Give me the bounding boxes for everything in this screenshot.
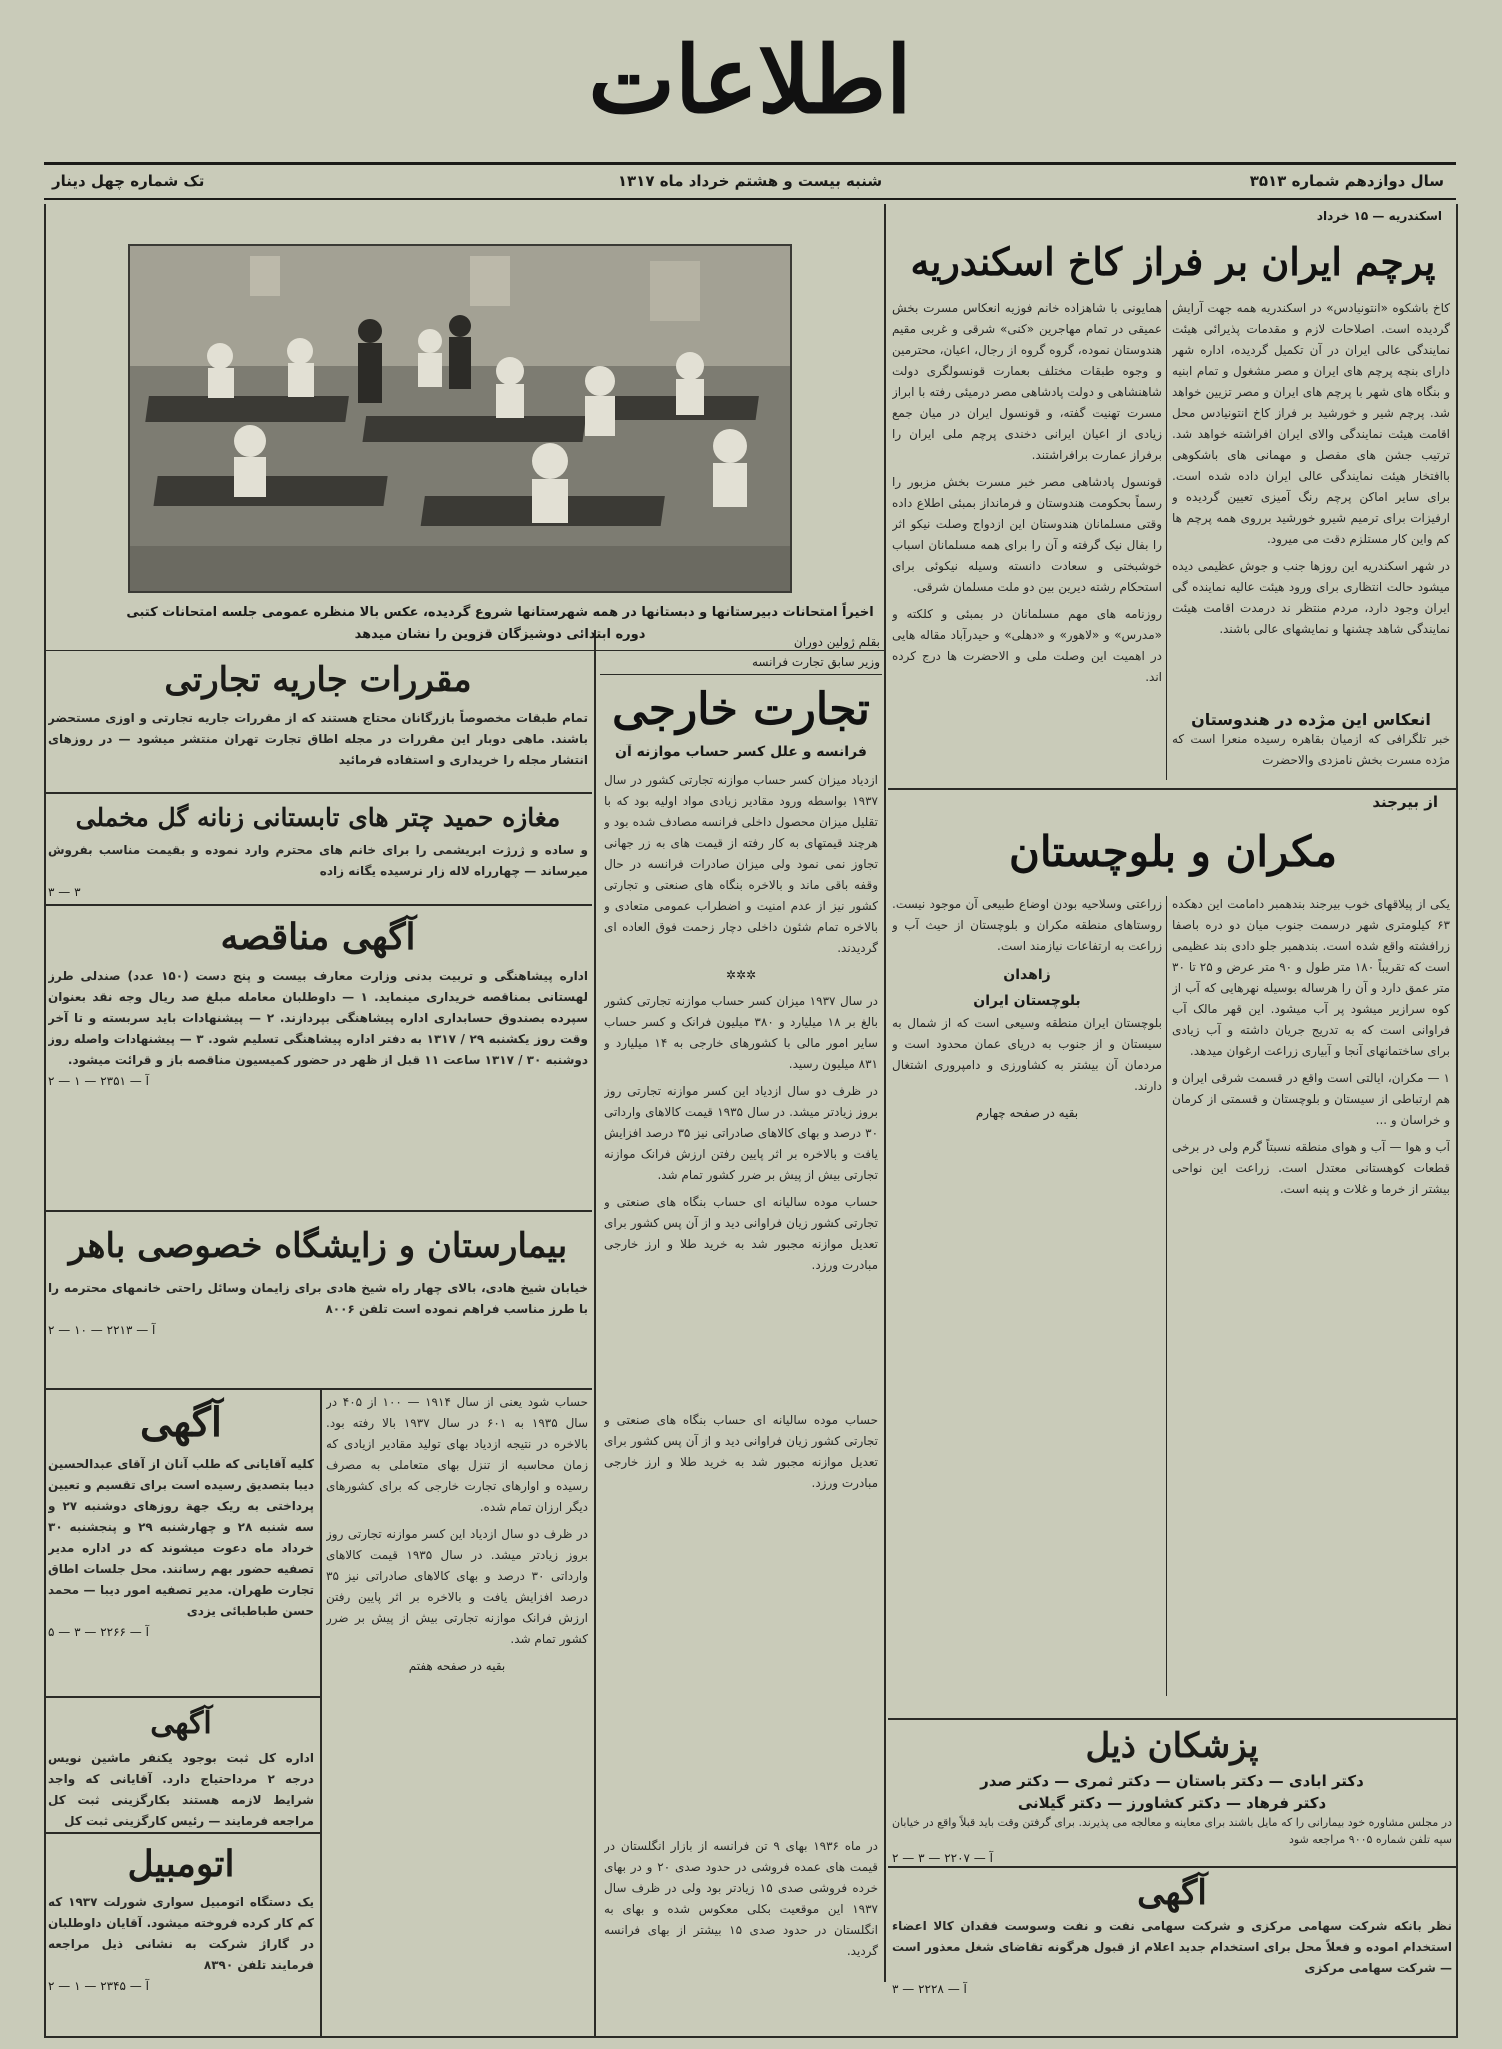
- ad-creditors: [48, 1392, 314, 1692]
- article-foreign-trade-part4: [326, 1392, 588, 2032]
- masthead-title: اطلاعات: [588, 26, 912, 134]
- ad-physicians-title: پزشکان ذیل: [1085, 1726, 1259, 1766]
- article-paragraph: همایونی با شاهزاده خانم فوزیه انعکاس مسرت بخش عمیقی در تمام مهاجرین «کنی» شرقی و غربی مقیم هندوستان نموده، گروه گروه از رجال، اعیان، محترمین و وجوه طبقات مختلف بعمارت قونسولگری دولت شاهنشاهی و دولت پادشاهی مصر درمیئی رفته با ابراز مسرت تهنیت گفته، و قونسول ایران در میان جمع زیادی از اعیان ایرانی دخندی پرچم ملی ایران را برفراز عمارت برافراشتند.: [892, 301, 1162, 462]
- article-paragraph: ۱ — مکران، ایالتی است واقع در قسمت شرقی ایران و هم ارتباطی از سیستان و بلوچستان و قسمتی از کرمان و خراسان و ...: [1172, 1071, 1450, 1127]
- article-paragraph: در شهر اسکندریه این روزها جنب و جوش عظیمی دیده میشود حالت انتظاری برای ورود هیئت عالیه نماینده گی ایران وجود دارد، مردم منتظر ند درمدت اقامت هیئت نمایندگی شاهد چشنها و نمایشهای عالی باشند.: [1172, 559, 1450, 636]
- byline-title: وزیر سابق تجارت فرانسه: [751, 655, 880, 669]
- article-paragraph: حساب شود یعنی از سال ۱۹۱۴ — ۱۰۰ از ۴۰۵ در سال ۱۹۳۵ به ۶۰۱ در سال ۱۹۳۷ بالا رفته بود. بالاخره در نتیجه ازدیاد بهای تولید مقادیر ازیادی که زمان محاسبه از تنزل بهای متعاملی به مصرف رسیده و اوارهای تجارت خارجی که برای کشورهای دیگر ارزان تمام شده.: [326, 1395, 588, 1514]
- article-paragraph: در ظرف دو سال ازدیاد این کسر موازنه تجارتی روز بروز زیادتر میشد. در سال ۱۹۳۵ قیمت کالاهای وارداتی ۳۰ درصد و بهای کالاهای صادراتی نیز ۳۵ درصد افزایش یافت و بالاخره بر اثر پایین رفتن ارزش فرانک موازنه تجارتی بیش از پیش بر ضرر کشور تمام شد.: [604, 1084, 878, 1182]
- exam-photo: [128, 244, 792, 593]
- headline-makran: مکران و بلوچستان: [1009, 827, 1337, 876]
- ad-code: آ — ۲۲۲۸ — ۳: [892, 1982, 967, 1996]
- inner-divider: [1166, 300, 1167, 780]
- inner-divider: [1166, 896, 1167, 1696]
- continued-note: بقیه در صفحه چهارم: [975, 1106, 1079, 1120]
- section-rule: [888, 788, 1458, 790]
- article-india-sub: [1172, 710, 1450, 780]
- subhead-iran-baluchistan: بلوچستان ایران: [973, 993, 1081, 1009]
- article-paragraph: حساب موده سالیانه ای حساب بنگاه های صنعتی و تجارتی کشور زیان فراوانی دید و از آن پس کشور برای تعدیل موازنه مجبور شد به خرید طلا و ارز خارجی مبادرت ورزد.: [604, 1413, 878, 1490]
- ad-automobile: [48, 1836, 314, 2032]
- subhead-india: انعکاس این مژده در هندوستان: [1191, 710, 1431, 729]
- page-border-left: [44, 204, 46, 2038]
- ad-automobile-text: یک دستگاه اتومبیل سواری شورلت ۱۹۳۷ که کم کار کرده فروخته میشود. آقایان داوطلبان در گاراژ شرکت به نشانی ذیل مراجعه فرمایند تلفن ۸۳۹۰: [48, 1895, 314, 1972]
- article-makran-part1: [1172, 894, 1450, 1714]
- header-top-rule: [44, 162, 1456, 165]
- article-makran-part2: [892, 894, 1162, 1714]
- ad-trade-regulations-text: تمام طبقات مخصوصاً بازرگانان محتاج هستند که از مقررات جاریه تجارتی و اوزی مستحضر باشند. ماهی دوبار این مقررات در مجله اطاق تجارت تهران منتشر میشود — در روزهای انتشار مجله را خریداری و استفاده فرمائید: [48, 711, 588, 767]
- article-foreign-trade-part1: [604, 770, 878, 1410]
- column-divider-right: [884, 204, 886, 1982]
- ad-automobile-title: اتومبیل: [127, 1843, 235, 1885]
- article-paragraph: در سال ۱۹۳۷ میزان کسر حساب موازنه تجارتی کشور بالغ بر ۱۸ میلیارد و ۳۸۰ میلیون فرانک و کسر حساب سایر امور مالی با کشورهای خارجی به ۱۴ میلیارد و ۸۳۱ میلیون رسید.: [604, 994, 878, 1071]
- article-paragraph: خبر تلگرافی که ازمیان بقاهره رسیده منعرا است که مژده مسرت بخش نامزدی والاحضرت: [1172, 732, 1450, 767]
- article-paragraph: حساب موده سالیانه ای حساب بنگاه های صنعتی و تجارتی کشور زیان فراوانی دید و از آن پس کشور برای تعدیل موازنه مجبور شد به خرید طلا و ارز خارجی مبادرت ورزد.: [604, 1195, 878, 1272]
- continued-note: بقیه در صفحه هفتم: [408, 1659, 506, 1673]
- ad-creditors-text: کلیه آقایانی که طلب آنان از آقای عبدالحسین دیبا بتصدیق رسیده است برای تقسیم و تعیین پرداختی به ریک جهة روزهای دوشنبه ۲۷ و سه شنبه ۲۸ و چهارشنبه ۲۹ و پنجشنبه ۳۰ خرداد ماه دعوت میشوند که در اداره مدیر تصفیه حضور بهم رسانند. محل جلسات اطاق تجارت طهران. مدیر تصفیه امور دیبا — محمد حسن طباطبائی یزدی: [48, 1457, 314, 1618]
- exam-photo-image: [130, 246, 790, 591]
- ad-company-title: آگهی: [1137, 1873, 1207, 1913]
- ad-code: ۳ — ۳: [48, 885, 81, 899]
- byline-author: بقلم ژولین دوران: [793, 635, 880, 649]
- ad-umbrellas: [48, 796, 588, 902]
- physician-names-1: دکتر ابادی — دکتر باستان — دکتر ثمری — دکتر صدر: [980, 1772, 1364, 1790]
- article-paragraph: بلوچستان ایران منطقه وسیعی است که از شمال به سیستان و از جنوب به دریای عمان محدود است و مردمان آن بیشتر به کشاورزی و دامپروری اشتغال دارند.: [892, 1016, 1162, 1093]
- subhead-foreign-trade: فرانسه و علل کسر حساب موازنه آن: [615, 744, 867, 760]
- issue-price: تک شماره چهل دینار: [52, 172, 205, 190]
- ad-company: [892, 1870, 1452, 2020]
- photo-caption-line2: دوره ابتدائی دوشیزگان قزوین را نشان میدهد: [354, 627, 646, 642]
- article-paragraph: قونسول پادشاهی مصر خبر مسرت بخش مزبور را رسماً بحکومت هندوستان و فرمانداز بمبئی اطلاع داده وقتی مسلمانان هندوستان این ازدواج وصلت نیکو اثر را بفال نیک گرفته و آن را برای همه مسلمانان اسباب خوشبختی و سعادت دانسته وسیله نیکوئی برای استحکام رشته دیرین بین دو ملت مسلمان شرقی.: [892, 475, 1162, 594]
- article-paragraph: ازدیاد میزان کسر حساب موازنه تجارتی کشور در سال ۱۹۳۷ بواسطه ورود مقادیر زیادی مواد اولیه بود که با تقلیل میزان محصول داخلی فرانسه مصادف شده بود و هرچند قیمتهای به کار رفته از قیمت های به زر جهانی تجاوز نمی نمود ولی میزان صادرات فرانسه در حال وقفه باقی ماند و بالاخره بنگاه های صنعتی و تجارتی کشور نیز از عدم امنیت و اضطراب عمومی متعادی و بالاخره تمام شئون داخلی دچار زحمت فوق العاده ای گردیدند.: [604, 773, 878, 955]
- article-paragraph: آب و هوا — آب و هوای منطقه نسبتاً گرم ولی در برخی قطعات کوهستانی معتدل است. زراعت این نواحی بیشتر از خرما و غلات و پنبه است.: [1172, 1140, 1450, 1196]
- ad-company-text: نظر بانکه شرکت سهامی مرکزی و شرکت سهامی نفت و نفت وسوست فقدان کالا اعضاء استخدام اموده و فعلاً محل برای استخدام جدید اعلام از قبول هرگونه تقاضای شغل معذور است — شرکت سهامی مرکزی: [892, 1919, 1452, 1975]
- ad-code: آ — ۲۲۰۷ — ۳ — ۲: [892, 1851, 993, 1862]
- ad-code: آ — ۲۳۵۱ — ۱ — ۲: [48, 1074, 149, 1088]
- ad-rule: [44, 904, 592, 906]
- ad-code: آ — ۲۲۱۳ — ۱۰ — ۲: [48, 1323, 156, 1337]
- article-foreign-trade-part3: [604, 1836, 878, 2026]
- ad-rule: [44, 1210, 592, 1212]
- article-paragraph: یکی از پیلاقهای خوب بیرجند بندهمبر دامامت این دهکده ۶۳ کیلومتری شهر درسمت جنوب میان دو دره باصفا زرافشته واقع شده است. بندهمبر جلو دادی بند عظیمی است که تقریباً ۱۸۰ متر طول و ۹۰ متر عرض و ۲۵ تا ۳۰ متر عمق دارد و آن را هرساله بوسیله نهرهایی که آب از کوه سرازیر میشود پر آب میشود. این قهر مالک آب فراوانی است که به تدریج جریان داشته و آب زیادی برای ساختمانهای آنجا و آبیاری زراعت ارغوان میدهد.: [1172, 897, 1450, 1058]
- column-divider-left: [320, 1390, 322, 2038]
- page-border-bottom: [44, 2036, 1458, 2038]
- byline-rule: [600, 674, 882, 675]
- ad-hospital-title: بیمارستان و زایشگاه خصوصی باهر: [68, 1226, 568, 1266]
- article-paragraph: در ظرف دو سال ازدیاد این کسر موازنه تجارتی روز بروز زیادتر میشد. در سال ۱۹۳۵ قیمت کالاهای وارداتی ۳۰ درصد و بهای کالاهای صادراتی نیز ۳۵ درصد افزایش یافت و بالاخره بر اثر پایین رفتن ارزش فرانک موازنه تجارتی بیش از پیش بر ضرر کشور تمام شد.: [326, 1527, 588, 1646]
- ad-tender: [48, 908, 588, 1208]
- ad-typist: [48, 1700, 314, 1830]
- page-border-right: [1456, 204, 1458, 2038]
- ad-typist-title: آگهی: [150, 1706, 212, 1741]
- column-divider-middle: [594, 630, 596, 2038]
- article-paragraph: در ماه ۱۹۳۶ بهای ۹ تن فرانسه از بازار انگلستان در قیمت های عمده فروشی در حدود صدی ۲۰ و در بهای خرده فروشی صدی ۱۵ زیادتر بود ولی در ظرف سال ۱۹۳۷ این موقعیت بکلی معکوس شده و بهای به انگلستان در حدود صدی ۱۵ بیشتر از بهای فرانسه گردید.: [604, 1839, 878, 1958]
- article-paragraph: زراعتی وسلاحیه بودن اوضاع طبیعی آن موجود نیست. روستاهای منطقه مکران و بلوچستان از حیث آب و زراعت به ارتفاعات نیازمند است.: [892, 897, 1162, 953]
- article-foreign-trade-part2: [604, 1410, 878, 1830]
- ad-physicians-text: در مجلس مشاوره خود بیمارانی را که مایل باشند برای معاینه و معالجه می پذیرند. برای گرفتن وقت باید قبلاً واقع در خیابان سپه تلفن شماره ۹۰۰۵ مراجعه شود: [892, 1816, 1452, 1846]
- ad-hospital-text: خیابان شیخ هادی، بالای چهار راه شیخ هادی برای زایمان وسائل راحتی خانمهای محترمه را با طرز مناسب فراهم نموده است تلفن ۸۰۰۶: [48, 1281, 588, 1316]
- headline-flag-alexandria: پرچم ایران بر فراز کاخ اسکندریه: [910, 239, 1436, 284]
- ad-tender-text: اداره پیشاهنگی و تربیت بدنی وزارت معارف بیست و پنج دست (۱۵۰ عدد) صندلی طرز لهستانی بمناقصه خریداری مینماید. ۱ — داوطلبان معامله مبلغ صد ریال وجه نقد بعنوان سپرده بصندوق حسابداری اداره پیشاهنگی بپردازند. ۲ — پیشنهادات باید سربسته و تا آخر وقت روز یکشنبه ۲۹ / ۱۳۱۷ به دفتر اداره پیشاهنگی تسلیم شود. ۳ — پیشنهادات واصله روز دوشنبه ۳۰ / ۱۳۱۷ ساعت ۱۱ قبل از ظهر در حضور کمیسیون مناقصه باز و قرائت میشود.: [48, 969, 588, 1067]
- ad-physicians: [892, 1722, 1452, 1862]
- ad-rule: [888, 1718, 1458, 1720]
- ad-creditors-title: آگهی: [140, 1399, 222, 1446]
- dateline-alexandria: اسکندریه — ۱۵ خرداد: [1316, 209, 1442, 223]
- ad-rule: [44, 792, 592, 794]
- ad-code: آ — ۲۲۶۶ — ۳ — ۵: [48, 1625, 149, 1639]
- ad-code: آ — ۲۳۴۵ — ۱ — ۲: [48, 1979, 149, 1993]
- article-flag-part2: [892, 298, 1162, 788]
- header-bottom-rule: [44, 198, 1456, 200]
- subhead-zahedan: زاهدان: [1003, 967, 1051, 983]
- section-birjand: از بیرجند: [1372, 793, 1438, 811]
- ad-rule: [44, 1696, 320, 1698]
- issue-date: شنبه بیست و هشتم خرداد ماه ۱۳۱۷: [617, 172, 883, 190]
- ad-rule: [44, 1388, 592, 1390]
- headline-foreign-trade: تجارت خارجی: [612, 684, 870, 735]
- article-paragraph: روزنامه های مهم مسلمانان در بمبئی و کلکته و «مدرس» و «لاهور» و «دهلی» و حیدرآباد مقاله هایی در اهمیت این وصلت ملی و الاحضرت ها درج کرده اند.: [892, 607, 1162, 684]
- article-paragraph: کاخ باشکوه «انتونیادس» در اسکندریه همه جهت آرایش گردیده است. اصلاحات لازم و مقدمات پذیرائی هیئت نمایندگی عالی ایران در آن تکمیل گردیده، اداره شهر دارای بنچه پرچم های ایران و مصر مشغول و تمام ابنیه و بنگاه های شهر با پرچم های ایران و مصر تزیین خواهد شد. پرچم شیر و خورشید بر فراز کاخ انتونیادس محل اقامت هیئت نمایندگی والای ایران افراشته خواهد شد. ترتیب جشن های مفصل و مهمانی های باشکوهی باافتخار هیئت نمایندگی عالی ایران داده شده است. برای سایر اماکن پرچم رنگ آمیزی تعیین گردیده و ارفیزات برای ترمیم شیرو خورشید برروی همه پرچم ها کم واین کار مستلزم دقت می میرود.: [1172, 301, 1450, 546]
- ad-hospital: [48, 1214, 588, 1384]
- ad-tender-title: آگهی مناقصه: [220, 916, 416, 958]
- ad-trade-regulations: [48, 652, 588, 792]
- ad-typist-text: اداره کل ثبت بوجود یکنفر ماشین نویس درجه ۲ مرداحتیاج دارد. آقایانی که واجد شرایط لازمه هستند بکارگزینی ثبت کل مراجعه فرمایند — رئیس کارگزینی ثبت کل: [48, 1751, 314, 1828]
- physician-names-2: دکتر فرهاد — دکتر کشاورز — دکتر گیلانی: [1017, 1794, 1327, 1812]
- ad-umbrellas-text: و ساده و ژرژت ابریشمی را برای خانم های محترم وارد نموده و بقیمت مناسب بفروش میرساند — چهارراه لاله زار نرسیده یگانه زاده: [48, 843, 588, 878]
- article-flag-part1: [1172, 298, 1450, 698]
- issue-number: سال دوازدهم شماره ۳۵۱۳: [1249, 172, 1444, 190]
- photo-caption-line1: اخیراً امتحانات دبیرستانها و دبستانها در همه شهرستانها شروع گردیده، عکس بالا منظره عمومی جلسه امتحانات کتبی: [126, 605, 874, 620]
- ad-umbrellas-title: مغازه حمید چتر های تابستانی زنانه گل مخملی: [75, 803, 561, 832]
- ad-rule: [888, 1866, 1458, 1868]
- separator-ornament: ✲✲✲: [725, 968, 757, 982]
- ad-trade-regulations-title: مقررات جاریه تجارتی: [164, 660, 472, 700]
- ad-rule: [44, 1832, 320, 1834]
